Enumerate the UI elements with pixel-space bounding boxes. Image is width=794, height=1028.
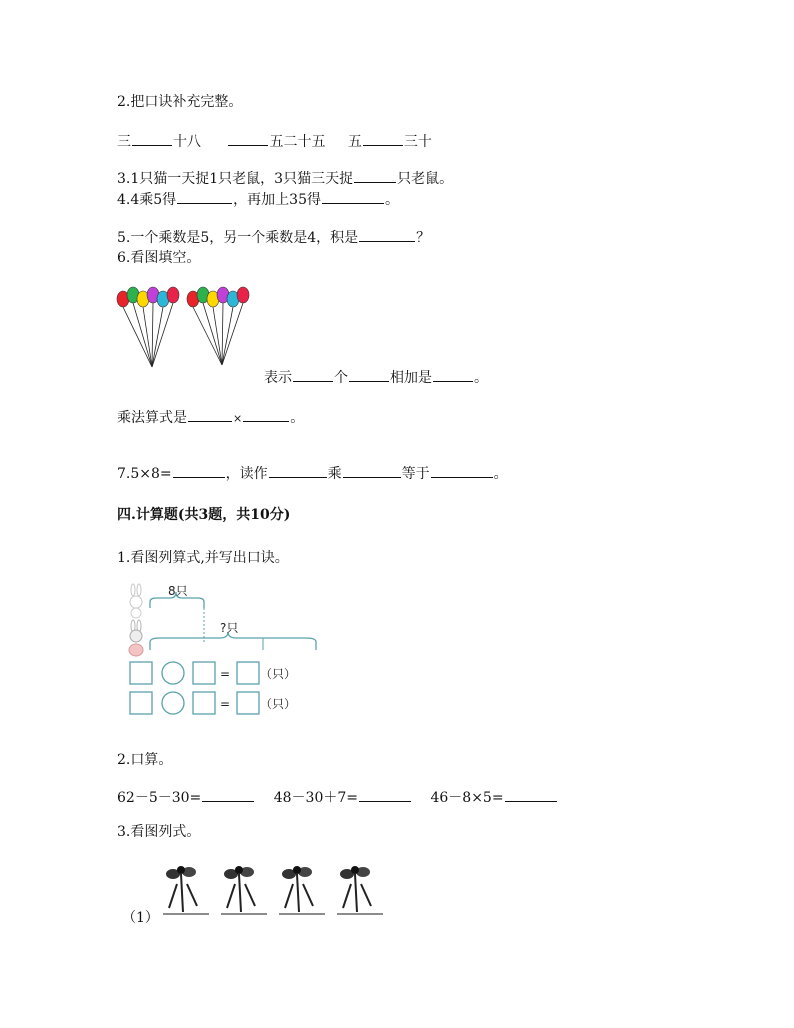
q7-text-d: 等于 bbox=[401, 466, 430, 482]
c2-expressions bbox=[117, 787, 558, 808]
flower-icon bbox=[163, 866, 209, 914]
q6-text-d: 。 bbox=[474, 370, 488, 386]
q3-text-a: 3.1只猫一天捉1只老鼠，3只猫三天捉 bbox=[117, 171, 354, 187]
c3-title: 3.看图列式。 bbox=[117, 824, 201, 840]
answer-box-2b[interactable] bbox=[193, 692, 215, 714]
balloon-string bbox=[222, 303, 243, 365]
flower-icon bbox=[221, 866, 267, 914]
c2-blank-1[interactable] bbox=[202, 787, 254, 802]
answer-box-2a[interactable] bbox=[130, 692, 152, 714]
q7-text-a: 7.5×8= bbox=[117, 466, 172, 482]
q7-text-c: 乘 bbox=[327, 466, 342, 482]
q2-text-3: 五二十五 bbox=[269, 134, 326, 150]
label-question-only: ?只 bbox=[220, 621, 239, 635]
balloon-string bbox=[133, 303, 152, 367]
q4-line bbox=[117, 189, 399, 210]
q7-blank-3[interactable] bbox=[343, 463, 401, 478]
q5-text-a: 5.一个乘数是5，另一个乘数是4，积是 bbox=[117, 230, 359, 246]
c2-expr-1: 62－5－30= bbox=[117, 790, 202, 806]
q6-text-a: 表示 bbox=[264, 370, 292, 386]
q6-formula-line bbox=[117, 407, 304, 429]
balloon-string bbox=[203, 303, 222, 365]
q2-blank-3[interactable] bbox=[363, 131, 403, 146]
rabbit-bottom-icon bbox=[129, 620, 143, 656]
q6-times-sign: × bbox=[233, 412, 243, 425]
q2-blank-1[interactable] bbox=[132, 131, 172, 146]
c2-title: 2.口算。 bbox=[117, 752, 173, 768]
unit-label-2: （只） bbox=[260, 697, 297, 711]
balloon-icon bbox=[237, 287, 249, 303]
unit-label-1: （只） bbox=[260, 667, 297, 681]
flowers-illustration bbox=[155, 860, 395, 920]
q3-text-b: 只老鼠。 bbox=[397, 171, 454, 187]
flower-icon bbox=[337, 866, 383, 914]
q4-blank-2[interactable] bbox=[322, 189, 384, 204]
balloon-string bbox=[152, 307, 163, 367]
q4-text-a: 4.4乘5得 bbox=[117, 192, 177, 208]
answer-box-1b[interactable] bbox=[193, 662, 215, 684]
c1-title: 1.看图列算式,并写出口诀。 bbox=[117, 550, 289, 566]
q2-blank-2[interactable] bbox=[228, 131, 268, 146]
q4-blank-1[interactable] bbox=[177, 189, 232, 204]
q3-line bbox=[117, 168, 453, 189]
q5-blank[interactable] bbox=[359, 227, 415, 242]
q2-text-5: 三十 bbox=[403, 134, 432, 150]
c2-blank-2[interactable] bbox=[359, 787, 411, 802]
balloon-string bbox=[222, 307, 233, 365]
q6-text-b: 个 bbox=[334, 370, 348, 386]
q5-line bbox=[117, 227, 430, 248]
operator-circle-1[interactable] bbox=[162, 662, 184, 684]
q7-line bbox=[117, 463, 508, 484]
q6-formula-end: 。 bbox=[290, 410, 305, 426]
rabbit-top-icon bbox=[130, 584, 142, 618]
q6-fill-line bbox=[264, 367, 488, 388]
balloon-icon bbox=[167, 287, 179, 303]
answer-box-1a[interactable] bbox=[130, 662, 152, 684]
label-8-only: 8只 bbox=[168, 584, 188, 598]
q2-blanks-line bbox=[117, 131, 432, 152]
q3-blank[interactable] bbox=[354, 168, 396, 183]
q6-title: 6.看图填空。 bbox=[117, 250, 201, 266]
q6-text-c: 相加是 bbox=[390, 370, 432, 386]
c2-expr-2: 48－30＋7= bbox=[273, 790, 359, 806]
balloon-string bbox=[152, 303, 153, 367]
c2-blank-3[interactable] bbox=[505, 787, 557, 802]
q6-formula-blank-1[interactable] bbox=[188, 407, 232, 422]
q7-blank-2[interactable] bbox=[269, 463, 327, 478]
q7-text-e: 。 bbox=[493, 466, 508, 482]
q6-formula-blank-2[interactable] bbox=[243, 407, 289, 422]
section-4-title: 四.计算题(共3题，共10分) bbox=[117, 507, 291, 523]
balloon-string bbox=[222, 303, 223, 365]
q2-title: 2.把口诀补充完整。 bbox=[117, 94, 243, 110]
q6-blank-2[interactable] bbox=[349, 367, 389, 382]
q7-blank-1[interactable] bbox=[173, 463, 225, 478]
flower-icon bbox=[279, 866, 325, 914]
q7-blank-4[interactable] bbox=[431, 463, 493, 478]
q7-text-b: ，读作 bbox=[225, 466, 268, 482]
balloon-string bbox=[152, 303, 173, 367]
q2-text-1: 三 bbox=[117, 134, 131, 150]
q6-blank-3[interactable] bbox=[433, 367, 473, 382]
c2-expr-3: 46－8×5= bbox=[430, 790, 504, 806]
q2-text-2: 十八 bbox=[173, 134, 201, 150]
equals-sign-2: = bbox=[220, 697, 231, 711]
q2-text-4: 五 bbox=[347, 134, 362, 150]
q5-text-b: ？ bbox=[416, 230, 431, 246]
answer-box-2c[interactable] bbox=[237, 692, 259, 714]
balloons-illustration bbox=[115, 285, 265, 375]
q4-text-b: ，再加上35得 bbox=[233, 192, 321, 208]
rabbit-diagram bbox=[120, 582, 325, 722]
q6-formula-text: 乘法算式是 bbox=[117, 410, 187, 426]
operator-circle-2[interactable] bbox=[162, 692, 184, 714]
q4-text-c: 。 bbox=[385, 192, 399, 208]
c3-sub-label: （1） bbox=[122, 910, 159, 926]
q6-blank-1[interactable] bbox=[293, 367, 333, 382]
equals-sign-1: = bbox=[220, 667, 231, 681]
answer-box-1c[interactable] bbox=[237, 662, 259, 684]
